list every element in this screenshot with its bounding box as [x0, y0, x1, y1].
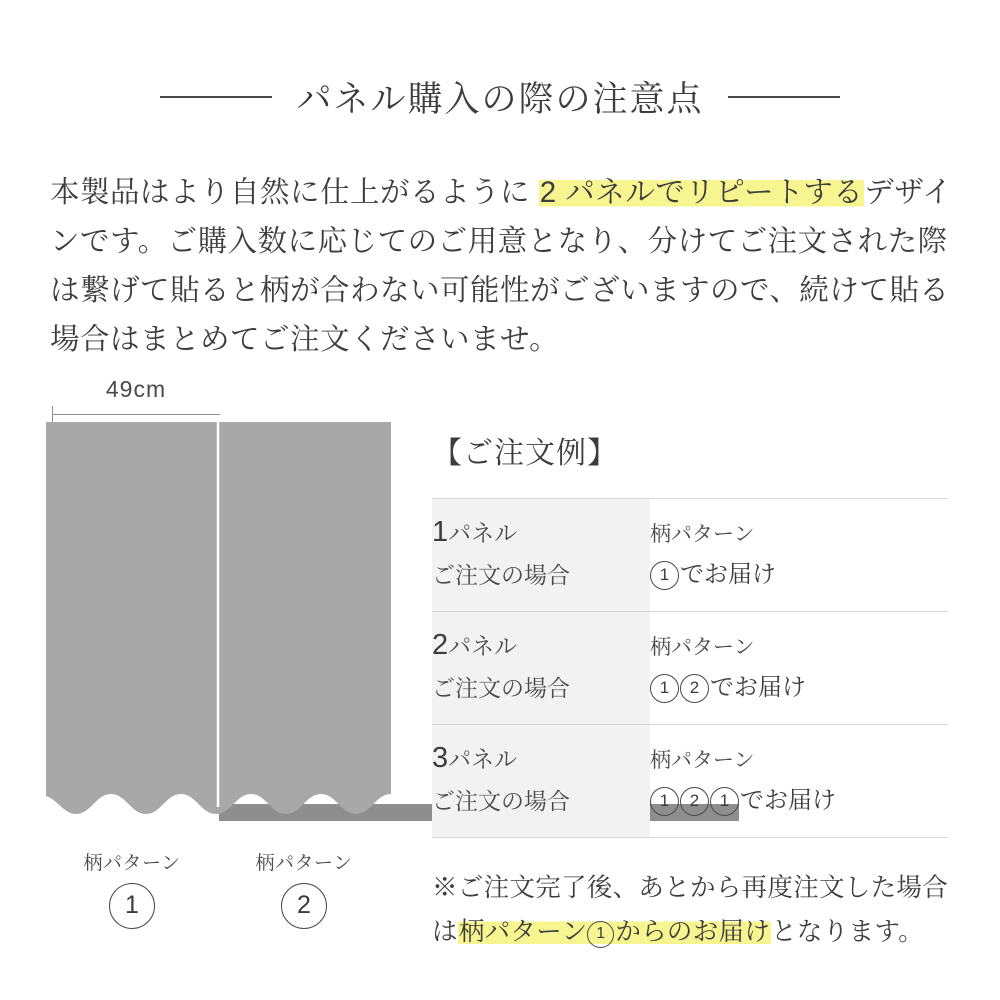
panel-caption-1-number: 1: [109, 883, 155, 929]
pattern-number-icon: 2: [680, 674, 709, 703]
order-unit-2: パネル: [448, 632, 518, 659]
pattern-delivery-1: [650, 557, 948, 593]
title-rule-right: [728, 96, 840, 98]
panel-caption-2-label: 柄パターン: [255, 853, 353, 874]
table-row: [432, 612, 948, 725]
order-note-part2: となります。: [771, 918, 924, 946]
pattern-number-icon: 1: [650, 561, 679, 590]
order-unit-1: パネル: [448, 519, 518, 546]
order-count-cell-3: [432, 725, 650, 838]
table-row: [432, 725, 948, 838]
pattern-number-icon: 1: [650, 674, 679, 703]
pattern-number-icon: 2: [680, 787, 709, 816]
order-note-highlight-after: からのお届け: [615, 918, 771, 946]
order-example-table: [432, 498, 948, 838]
order-note: [432, 866, 952, 954]
order-unit-3: パネル: [448, 745, 518, 772]
order-delivery-cell-1: [650, 499, 948, 612]
pattern-label-2: 柄パターン: [650, 636, 755, 659]
page-title-row: [0, 72, 1000, 122]
panel-swatches: [46, 422, 391, 842]
order-delivery-cell-3: [650, 725, 948, 838]
panel-caption-2-number: 2: [281, 883, 327, 929]
page-title: パネル購入の際の注意点: [296, 80, 704, 119]
order-sub-1: ご注文の場合: [432, 561, 570, 588]
order-count-cell-2: [432, 612, 650, 725]
delivery-suffix-2: でお届け: [710, 674, 806, 701]
panel-captions: [46, 848, 391, 958]
pattern-label-1: 柄パターン: [650, 523, 755, 546]
lead-text-highlight: 2 パネルでリピートする: [539, 176, 864, 209]
panel-caption-2: [218, 848, 390, 929]
order-sub-2: ご注文の場合: [432, 674, 570, 701]
pattern-label-3: 柄パターン: [650, 749, 755, 772]
delivery-suffix-1: でお届け: [680, 561, 776, 588]
order-example-heading: 【ご注文例】: [432, 437, 618, 470]
title-rule-left: [160, 96, 272, 98]
order-count-1: 1: [432, 515, 449, 548]
dimension-tick-left: [52, 406, 53, 423]
pattern-delivery-3: [650, 783, 948, 819]
lead-paragraph: [50, 168, 965, 364]
order-sub-3: ご注文の場合: [432, 787, 570, 814]
order-count-2: 2: [432, 628, 449, 661]
lead-text-before: 本製品はより自然に仕上がるように: [50, 176, 539, 209]
order-delivery-cell-2: [650, 612, 948, 725]
table-row: [432, 499, 948, 612]
panel-width-label: 49cm: [105, 376, 167, 402]
panel-width-dimension: [48, 376, 224, 422]
order-note-part1: ※ご注文完了後、あとから再度注文した場合は: [432, 874, 949, 946]
pattern-number-icon: 1: [587, 921, 614, 948]
lead-text-after: デザインです。ご購入数に応じてのご用意となり、分けてご注文された際は繋げて貼ると柄が合わない可能性がございますので、続けて貼る場合はまとめてご注文くださいませ。: [50, 176, 953, 356]
pattern-delivery-2: [650, 670, 948, 706]
order-example-section: [432, 428, 952, 954]
panel-caption-1: [46, 848, 218, 929]
pattern-number-icon: 1: [710, 787, 739, 816]
delivery-suffix-3: でお届け: [740, 787, 836, 814]
order-note-highlight: [458, 918, 771, 946]
panel-diagram: [46, 376, 406, 958]
pattern-number-icon: 1: [650, 787, 679, 816]
panel-shape-svg: [46, 422, 391, 842]
order-note-highlight-before: 柄パターン: [458, 918, 588, 946]
panel-caption-1-label: 柄パターン: [83, 853, 181, 874]
dimension-line: [52, 414, 220, 415]
order-count-cell-1: [432, 499, 650, 612]
order-count-3: 3: [432, 741, 449, 774]
